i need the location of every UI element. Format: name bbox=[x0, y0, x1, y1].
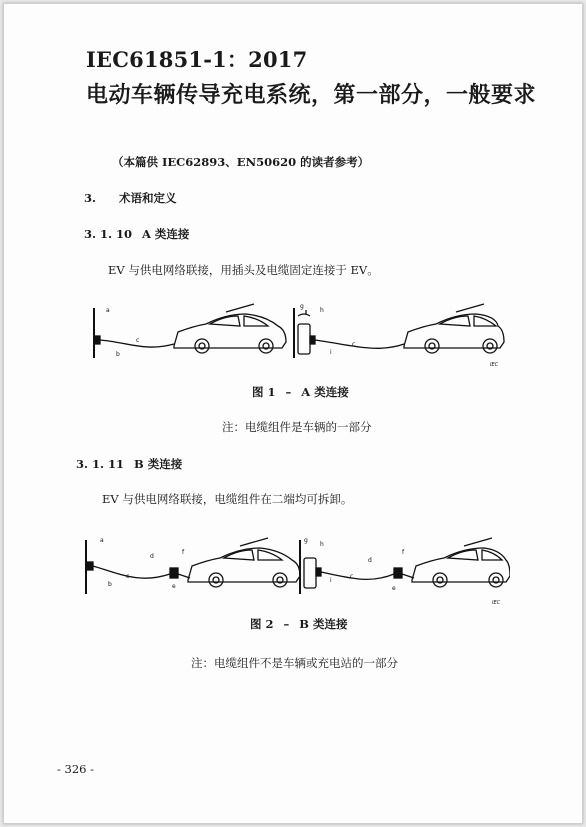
iec-mark: IEC bbox=[490, 362, 499, 368]
section-heading bbox=[84, 190, 177, 206]
fig2-label-h: h bbox=[320, 541, 324, 548]
figure-1-dash: – bbox=[285, 385, 292, 399]
fig2-label-c: c bbox=[126, 573, 130, 580]
figure-2-diagram bbox=[80, 534, 510, 610]
section-number: 3. bbox=[84, 191, 97, 205]
clause-b-number: 3. 1. 11 bbox=[76, 457, 125, 471]
clause-a-title: A 类连接 bbox=[142, 227, 190, 241]
label-h: h bbox=[320, 307, 324, 314]
document-page bbox=[3, 3, 583, 824]
standard-number: IEC61851-1：2017 bbox=[86, 47, 308, 72]
document-title: 电动车辆传导充电系统，第一部分，一般要求 bbox=[86, 82, 537, 108]
reader-note: （本篇供 IEC62893、EN50620 的读者参考） bbox=[112, 155, 370, 169]
fig2-label-g: g bbox=[304, 537, 308, 544]
figure-1-diagram bbox=[86, 302, 506, 372]
label-a: a bbox=[106, 307, 110, 314]
fig2-label-d2: d bbox=[368, 557, 372, 564]
figure-2-dash: – bbox=[283, 617, 290, 631]
clause-b-heading bbox=[76, 456, 182, 472]
fig2-label-i: i bbox=[330, 577, 332, 584]
section-title: 术语和定义 bbox=[119, 191, 177, 205]
figure-1-caption bbox=[252, 384, 349, 400]
fig2-label-c2: c bbox=[350, 573, 354, 580]
label-g: g bbox=[300, 303, 304, 310]
figure-1-title: A 类连接 bbox=[301, 385, 349, 399]
clause-b-title: B 类连接 bbox=[134, 457, 183, 471]
fig2-label-f2: f bbox=[402, 549, 405, 556]
label-b: b bbox=[116, 351, 120, 358]
fig2-label-e: e bbox=[172, 583, 176, 590]
figure-2-caption bbox=[250, 616, 348, 632]
label-i: i bbox=[330, 349, 332, 356]
figure-2-title: B 类连接 bbox=[299, 617, 348, 631]
fig2-label-e2: e bbox=[392, 585, 396, 592]
figure-2-number: 图 2 bbox=[250, 617, 274, 631]
fig2-label-d: d bbox=[150, 553, 154, 560]
fig2-label-b: b bbox=[108, 581, 112, 588]
fig2-label-a: a bbox=[100, 537, 104, 544]
figure-1-number: 图 1 bbox=[252, 385, 276, 399]
fig2-label-f: f bbox=[182, 549, 185, 556]
fig2-iec-mark: IEC bbox=[492, 600, 501, 606]
figure-1-note: 注：电缆组件是车辆的一部分 bbox=[222, 420, 372, 434]
clause-a-heading bbox=[84, 226, 189, 242]
clause-a-number: 3. 1. 10 bbox=[84, 227, 133, 241]
clause-b-text: EV 与供电网络联接，电缆组件在二端均可拆卸。 bbox=[102, 492, 353, 506]
label-c: c bbox=[136, 337, 140, 344]
label-c2: c bbox=[352, 341, 356, 348]
figure-2-note: 注：电缆组件不是车辆或充电站的一部分 bbox=[191, 656, 398, 670]
clause-a-text: EV 与供电网络联接，用插头及电缆固定连接于 EV。 bbox=[108, 263, 379, 277]
page-number: - 326 - bbox=[57, 762, 95, 776]
